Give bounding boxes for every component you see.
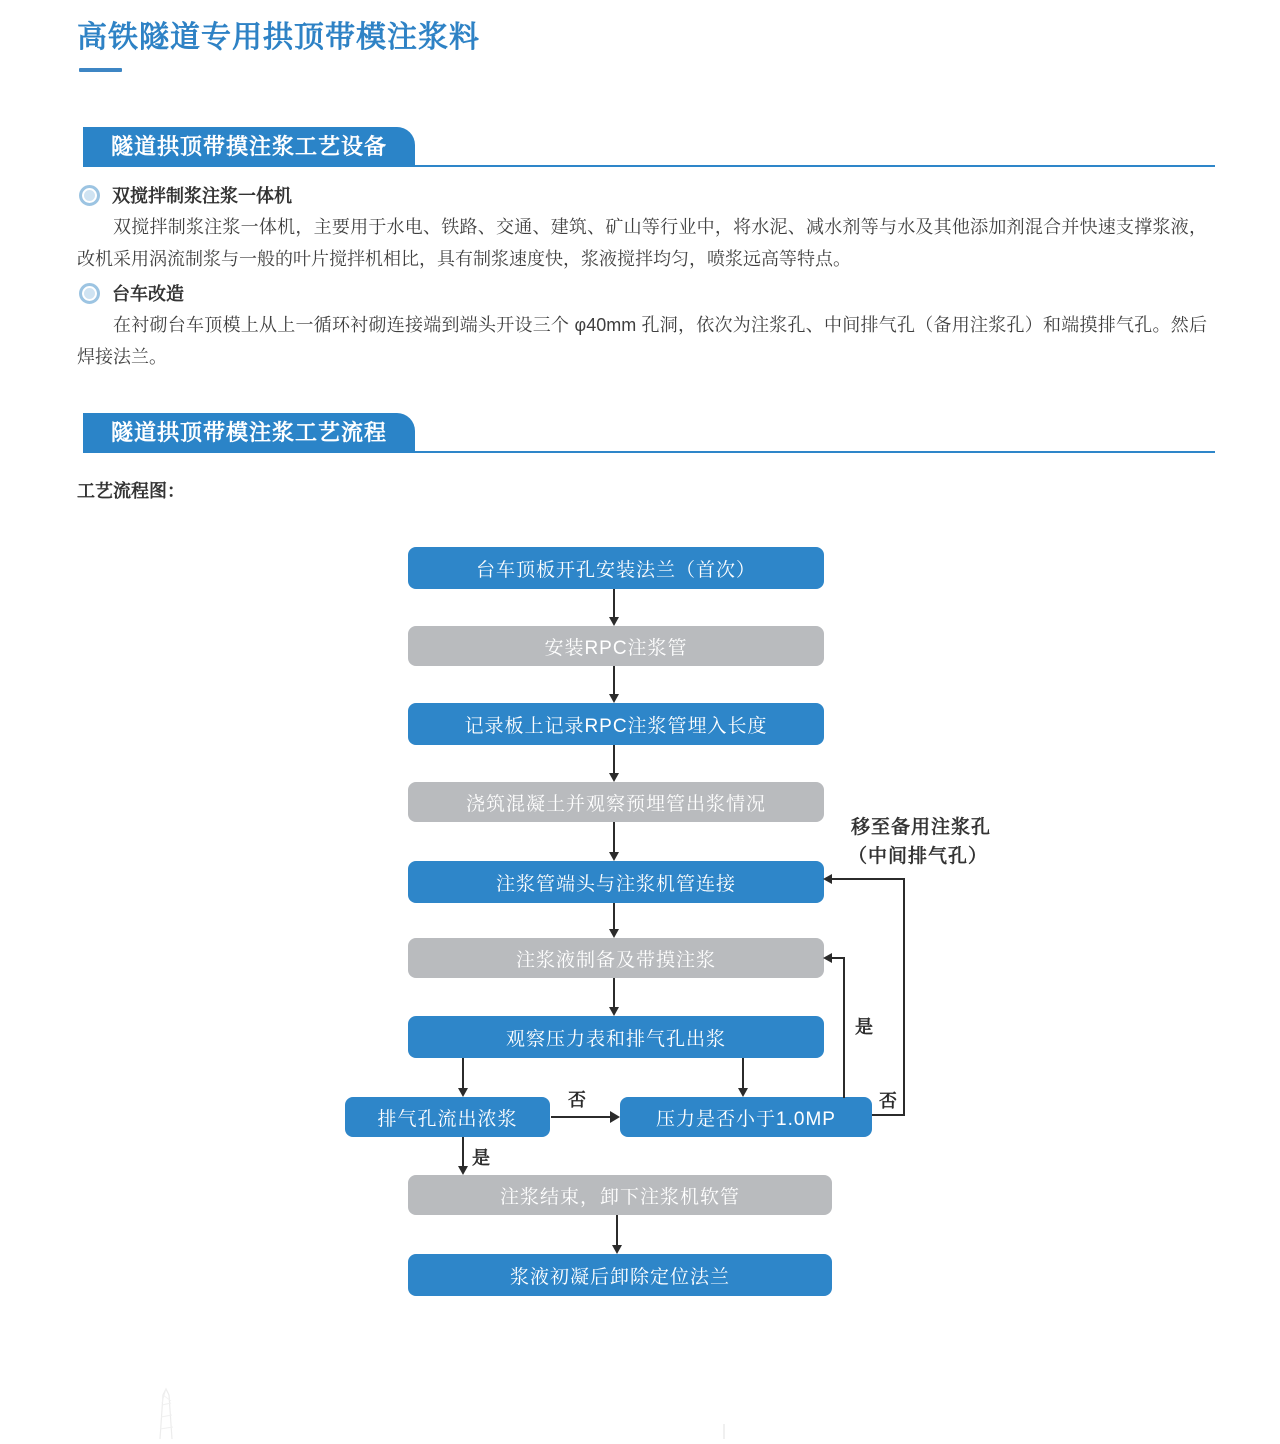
arrow-down-icon (458, 1058, 468, 1097)
tower-watermark (146, 1387, 190, 1444)
section-header-badge-equipment: 隧道拱顶带摸注浆工艺设备 (83, 127, 415, 167)
flow-node-grouting-end: 注浆结束，卸下注浆机软管 (408, 1175, 832, 1215)
bullet-item-trolley (79, 280, 184, 306)
ring-bullet-icon (79, 283, 100, 304)
arrow-down-icon (609, 589, 619, 626)
bullet-label: 台车改造 (112, 284, 184, 304)
loop-annotation-line2: （中间排气孔） (848, 846, 989, 867)
flow-node-observe-gauge: 观察压力表和排气孔出浆 (408, 1016, 824, 1058)
loop-line-horizontal (832, 878, 905, 880)
arrow-down-icon (612, 1215, 622, 1254)
loop-line-vertical (903, 878, 905, 1116)
arrow-down-icon (609, 745, 619, 782)
paragraph-trolley: 在衬砌台车顶模上从上一循环衬砌连接端到端头开设三个 φ40mm 孔洞，依次为注浆孔、中间排气孔（备用注浆孔）和端摸排气孔。然后焊接法兰。 (77, 315, 1207, 367)
loop-line-vertical (843, 957, 845, 1098)
flow-node-remove-flange: 浆液初凝后卸除定位法兰 (408, 1254, 832, 1296)
flow-node-install-flange: 台车顶板开孔安装法兰（首次） (408, 547, 824, 589)
flow-diagram-caption: 工艺流程图： (77, 481, 185, 501)
edge-label-no: 否 (879, 1091, 897, 1111)
paragraph-mixer: 双搅拌制浆注浆一体机，主要用于水电、铁路、交通、建筑、矿山等行业中，将水泥、减水剂等与水及其他添加剂混合并快速支撑浆液，改机采用涡流制浆与一般的叶片搅拌机相比，具有制浆速度快，浆液搅拌均匀，喷浆远高等特点。 (77, 217, 1207, 269)
flow-node-vent-thick-grout: 排气孔流出浓浆 (345, 1097, 550, 1137)
bullet-label: 双搅拌制浆注浆一体机 (112, 186, 292, 206)
flow-node-pressure-check: 压力是否小于1.0MP (620, 1097, 872, 1137)
title-underline (79, 68, 122, 72)
flow-node-connect-machine: 注浆管端头与注浆机管连接 (408, 861, 824, 903)
edge-label-no: 否 (568, 1090, 586, 1110)
loop-annotation-line1: 移至备用注浆孔 (851, 817, 992, 838)
arrow-down-icon (609, 822, 619, 861)
arrow-down-icon (609, 978, 619, 1016)
edge-label-yes: 是 (472, 1148, 490, 1168)
arrow-left-icon (823, 953, 832, 963)
edge-label-yes: 是 (855, 1017, 873, 1037)
flow-node-record-length: 记录板上记录RPC注浆管埋入长度 (408, 703, 824, 745)
arrow-left-icon (823, 874, 832, 884)
ring-bullet-icon (79, 185, 100, 206)
loop-line-horizontal (832, 957, 845, 959)
arrow-right-icon (551, 1111, 620, 1123)
arrow-down-icon (609, 666, 619, 703)
flow-node-prepare-grout: 注浆液制备及带摸注浆 (408, 938, 824, 978)
arrow-down-icon (458, 1137, 468, 1175)
bullet-item-mixer (79, 182, 292, 208)
flow-node-install-rpc-pipe: 安装RPC注浆管 (408, 626, 824, 666)
arrow-down-icon (738, 1058, 748, 1097)
flow-node-pour-concrete: 浇筑混凝土并观察预埋管出浆情况 (408, 782, 824, 822)
watermark-fragment (723, 1424, 725, 1439)
arrow-down-icon (609, 903, 619, 938)
page-title: 高铁隧道专用拱顶带模注浆料 (77, 21, 480, 54)
loop-line-horizontal (872, 1114, 905, 1116)
section-header-badge-process: 隧道拱顶带模注浆工艺流程 (83, 413, 415, 453)
